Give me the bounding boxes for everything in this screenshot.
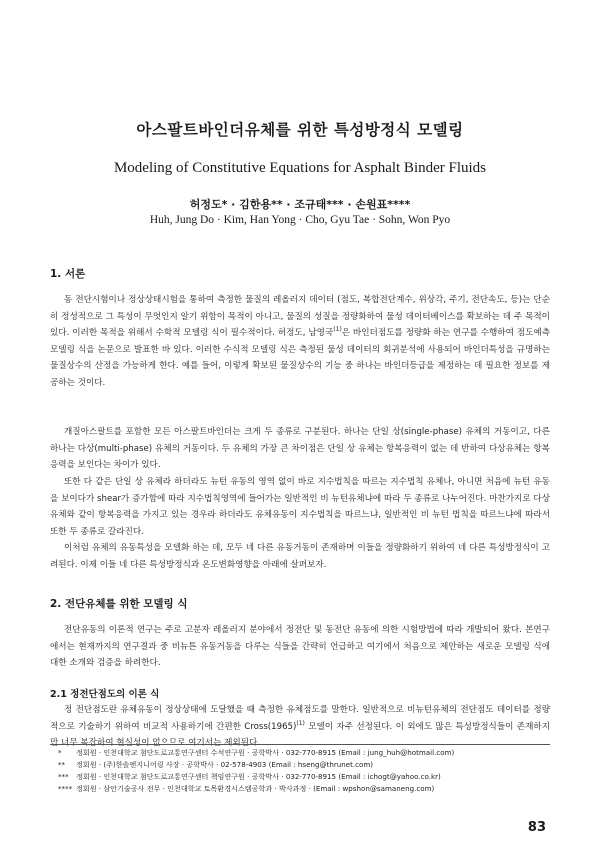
section-1-p1-text: 동 전단시험이나 정상상태시험을 통하여 측정한 물질의 레올러지 데이터 (점도, 복합전단계수, 위상각, 주기, 전단속도, 등)는 단순히 정성적으로 그 특성이 무엇인지 알기 위함이 목적이 아니고, 물질의 성질을 정량화하여 물성 데이터베이스를 확보하는 데 주 목적이 있다. 이러한 목적을 위해서 수학적 모델링 식이 필수적이다. 허정도, 남영국 xyxy=(50,295,550,338)
page-number: 83 xyxy=(527,820,546,835)
authors-korean: 허정도* · 김한용** · 조규태*** · 손원표**** xyxy=(189,198,411,211)
section-2-paragraph-1: 전단유동의 이론적 연구는 주로 고분자 레올러지 분야에서 정전단 및 동전단 유동에 의한 시험방법에 따라 개발되어 왔다. 본연구에서는 현재까지의 연구결과 중 비뉴튼 유동거동을 다루는 식들을 간략히 언급하고 여기에서 처음으로 제안하는 새로운 모델링 식에 대한 소개와 검증을 하려한다. xyxy=(50,625,550,668)
subsection-2-1-heading: 2.1 정전단점도의 이론 식 xyxy=(50,689,160,700)
footnote-2 xyxy=(58,759,548,771)
subsection-2-1-rest: 모델이 자주 선정된다. 이 외에도 많은 특성방정식들이 존재하지만 너무 복잡하여 현실성이 없으므로 여기서는 제외된다. xyxy=(50,721,550,748)
footnote-3 xyxy=(58,771,548,783)
footnote-divider xyxy=(50,744,550,745)
footnote-4 xyxy=(58,783,548,795)
footnote-text: 정회원 · (주)한솔엔지니어링 사장 · 공학박사 · 02-578-4903 (Email : hseng@thrunet.com) xyxy=(76,760,374,769)
footnotes xyxy=(58,747,548,795)
section-1-paragraph-1 xyxy=(50,292,550,391)
title-english: Modeling of Constitutive Equations for Asphalt Binder Fluids xyxy=(113,160,487,176)
authors-english: Huh, Jung Do · Kim, Han Yong · Cho, Gyu Tae · Sohn, Won Pyo xyxy=(149,214,451,226)
section-1-p1-rest: 은 바인더점도를 정량화 하는 연구를 수행하여 점도예측 모델링 식을 논문으로 발표한 바 있다. 이러한 수식적 모델링 식은 측정된 물성 데이터의 회귀분석에 사용되어 바인더특성을 규명하는 물질상수의 산정을 가능하게 한다. 예를 들어, 이렇게 확보된 물질상수의 기능 중 하나는 바인더등급을 제정하는 데 필요한 정보를 제공하는 것이다. xyxy=(50,328,550,388)
section-1-paragraph-3: 또한 다 같은 단일 상 유체라 하더라도 뉴턴 유동의 영역 없이 바로 지수법칙을 따르는 지수법칙 유체나, 아니면 처음에 뉴턴 유동을 보이다가 shear가 증가함에 따라 지수법칙영역에 들어가는 일반적인 비 뉴턴유체냐에 따라 두 종류로 나누어진다. 마찬가지로 다상유체와 같이 항복응력을 가지고 있는 경우라 하더라도 유체유동이 지수법칙을 따르느냐, 일반적인 비 뉴턴 법칙을 따르느냐에 따라서 또한 두 종류로 갈라진다. xyxy=(50,477,550,537)
footnote-mark: * xyxy=(58,748,62,757)
footnote-text: 정회원 · 인천대학교 첨단도로교통연구센터 수석연구원 · 공학박사 · 032-770-8915 (Email : jung_huh@hotmail.com) xyxy=(76,748,455,757)
section-1-paragraph-2: 개질아스팔트를 포함한 모든 아스팔트바인더는 크게 두 종류로 구분된다. 하나는 단일 상(single-phase) 유체의 거동이고, 다른 하나는 다상(multi-phase) 유체의 거동이다. 두 유체의 가장 큰 차이점은 단일 상 유체는 항복응력이 없는 데 반하여 다상유체는 항복응력을 보인다는 차이가 있다. xyxy=(50,427,550,470)
section-2-heading: 2. 전단유체를 위한 모델링 식 xyxy=(50,598,188,610)
footnote-mark: ** xyxy=(58,760,66,769)
subsection-2-1-text: 정 전단점도란 유체유동이 정상상태에 도달했을 때 측정한 유체점도를 말한다. 일반적으로 비뉴턴유체의 전단점도 데이터를 정량적으로 기술하기 위하여 비교적 사용하기에 간편한 Cross(1965) xyxy=(50,705,550,732)
section-1-heading: 1. 서론 xyxy=(50,268,86,280)
footnote-mark: **** xyxy=(58,784,73,793)
footnote-text: 정회원 · 인천대학교 첨단도로교통연구센터 책임연구원 · 공학박사 · 032-770-8915 (Email : ichogt@yahoo.co.kr) xyxy=(76,772,441,781)
citation-ref: (1) xyxy=(333,326,342,334)
footnote-1 xyxy=(58,747,548,759)
section-1-paragraph-4: 이처럼 유체의 유동특성을 모델화 하는 데, 모두 네 다른 유동거동이 존재하며 이들을 정량화하기 위하여 네 다른 특성방정식이 고려된다. 이제 이들 네 다른 특성방정식과 온도변화영향을 아래에 살펴보자. xyxy=(50,543,550,570)
citation-ref: (1) xyxy=(296,719,305,727)
footnote-text: 정회원 · 삼안기술공사 전무 · 인천대학교 토목환경시스템공학과 · 박사과정 · (Email : wpshon@samaneng.com) xyxy=(76,784,435,793)
footnote-mark: *** xyxy=(58,772,69,781)
title-korean: 아스팔트바인더유체를 위한 특성방정식 모델링 xyxy=(136,121,464,139)
